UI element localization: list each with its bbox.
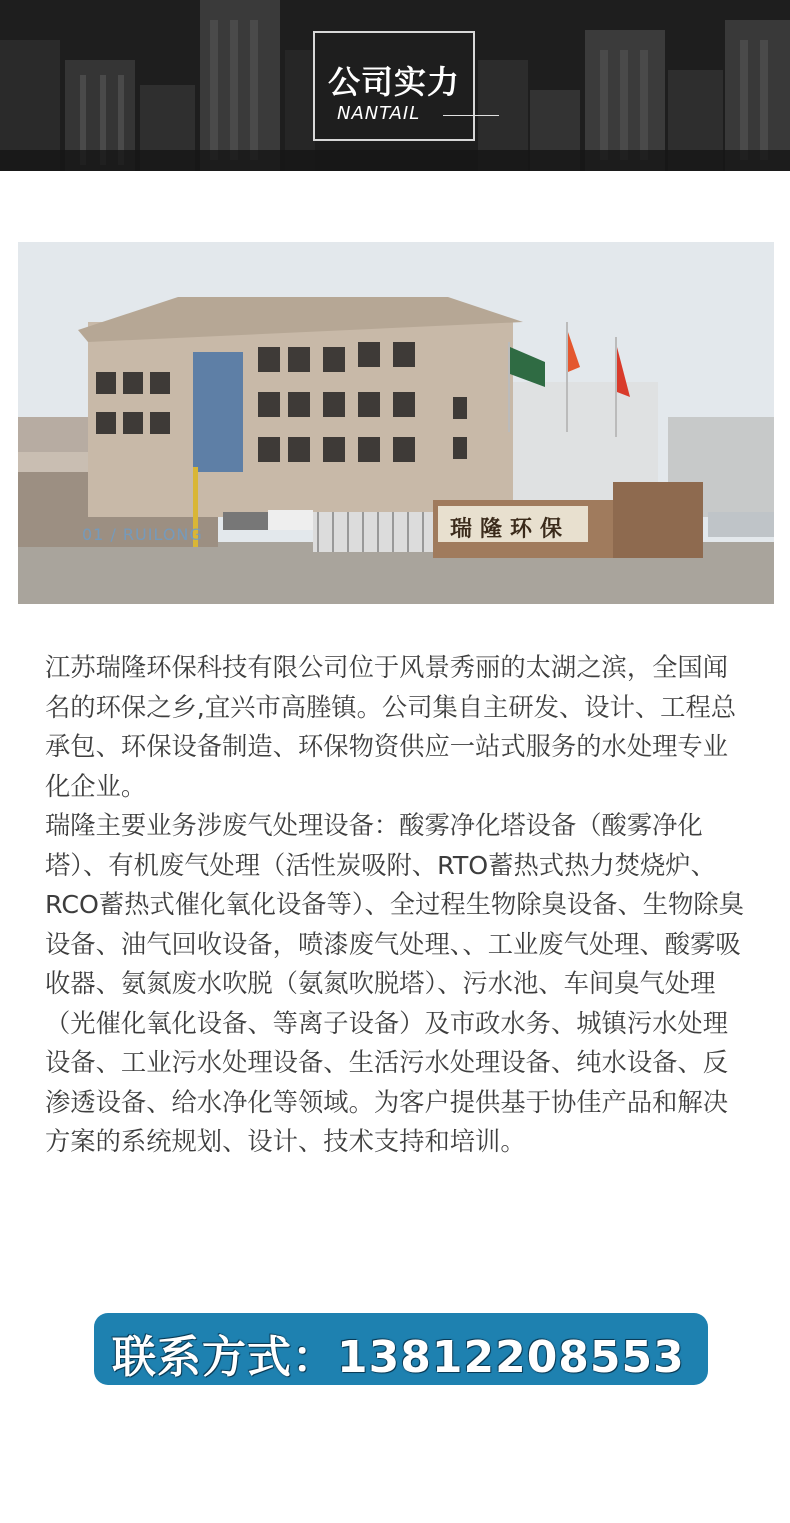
photo-caption: 01 / RUILONG [82, 525, 203, 544]
title-frame [313, 31, 475, 141]
company-sign: 瑞隆环保 [449, 516, 570, 542]
building-illustration [18, 242, 774, 604]
description-paragraph-2: 瑞隆主要业务涉废气处理设备：酸雾净化塔设备（酸雾净化塔）、有机废气处理（活性炭吸附、RTO蓄热式热力焚烧炉、RCO蓄热式催化氧化设备等）、全过程生物除臭设备、生物除臭设备、油气回收设备，喷漆废气处理、、工业废气处理、酸雾吸收器、氨氮废水吹脱（氨氮吹脱塔）、污水池、车间臭气处理（光催化氧化设备、等离子设备）及市政水务、城镇污水处理设备、工业污水处理设备、生活污水处理设备、纯水设备、反渗透设备、给水净化等领域。为客户提供基于协佳产品和解决方案的系统规划、设计、技术支持和培训。 [45, 811, 744, 1156]
description-paragraph-1: 江苏瑞隆环保科技有限公司位于风景秀丽的太湖之滨，全国闻名的环保之乡,宜兴市高塍镇。公司集自主研发、设计、工程总承包、环保设备制造、环保物资供应一站式服务的水处理专业化企业。 [45, 653, 737, 801]
company-building-photo [18, 242, 774, 604]
header-banner [0, 0, 790, 171]
contact-banner [94, 1313, 708, 1385]
subtitle-underline [443, 115, 499, 116]
banner-title: 公司实力 [327, 63, 460, 101]
company-description [45, 648, 753, 1162]
banner-subtitle: NANTAIL [337, 103, 421, 124]
contact-phone: 联系方式：13812208553 [112, 1332, 685, 1383]
